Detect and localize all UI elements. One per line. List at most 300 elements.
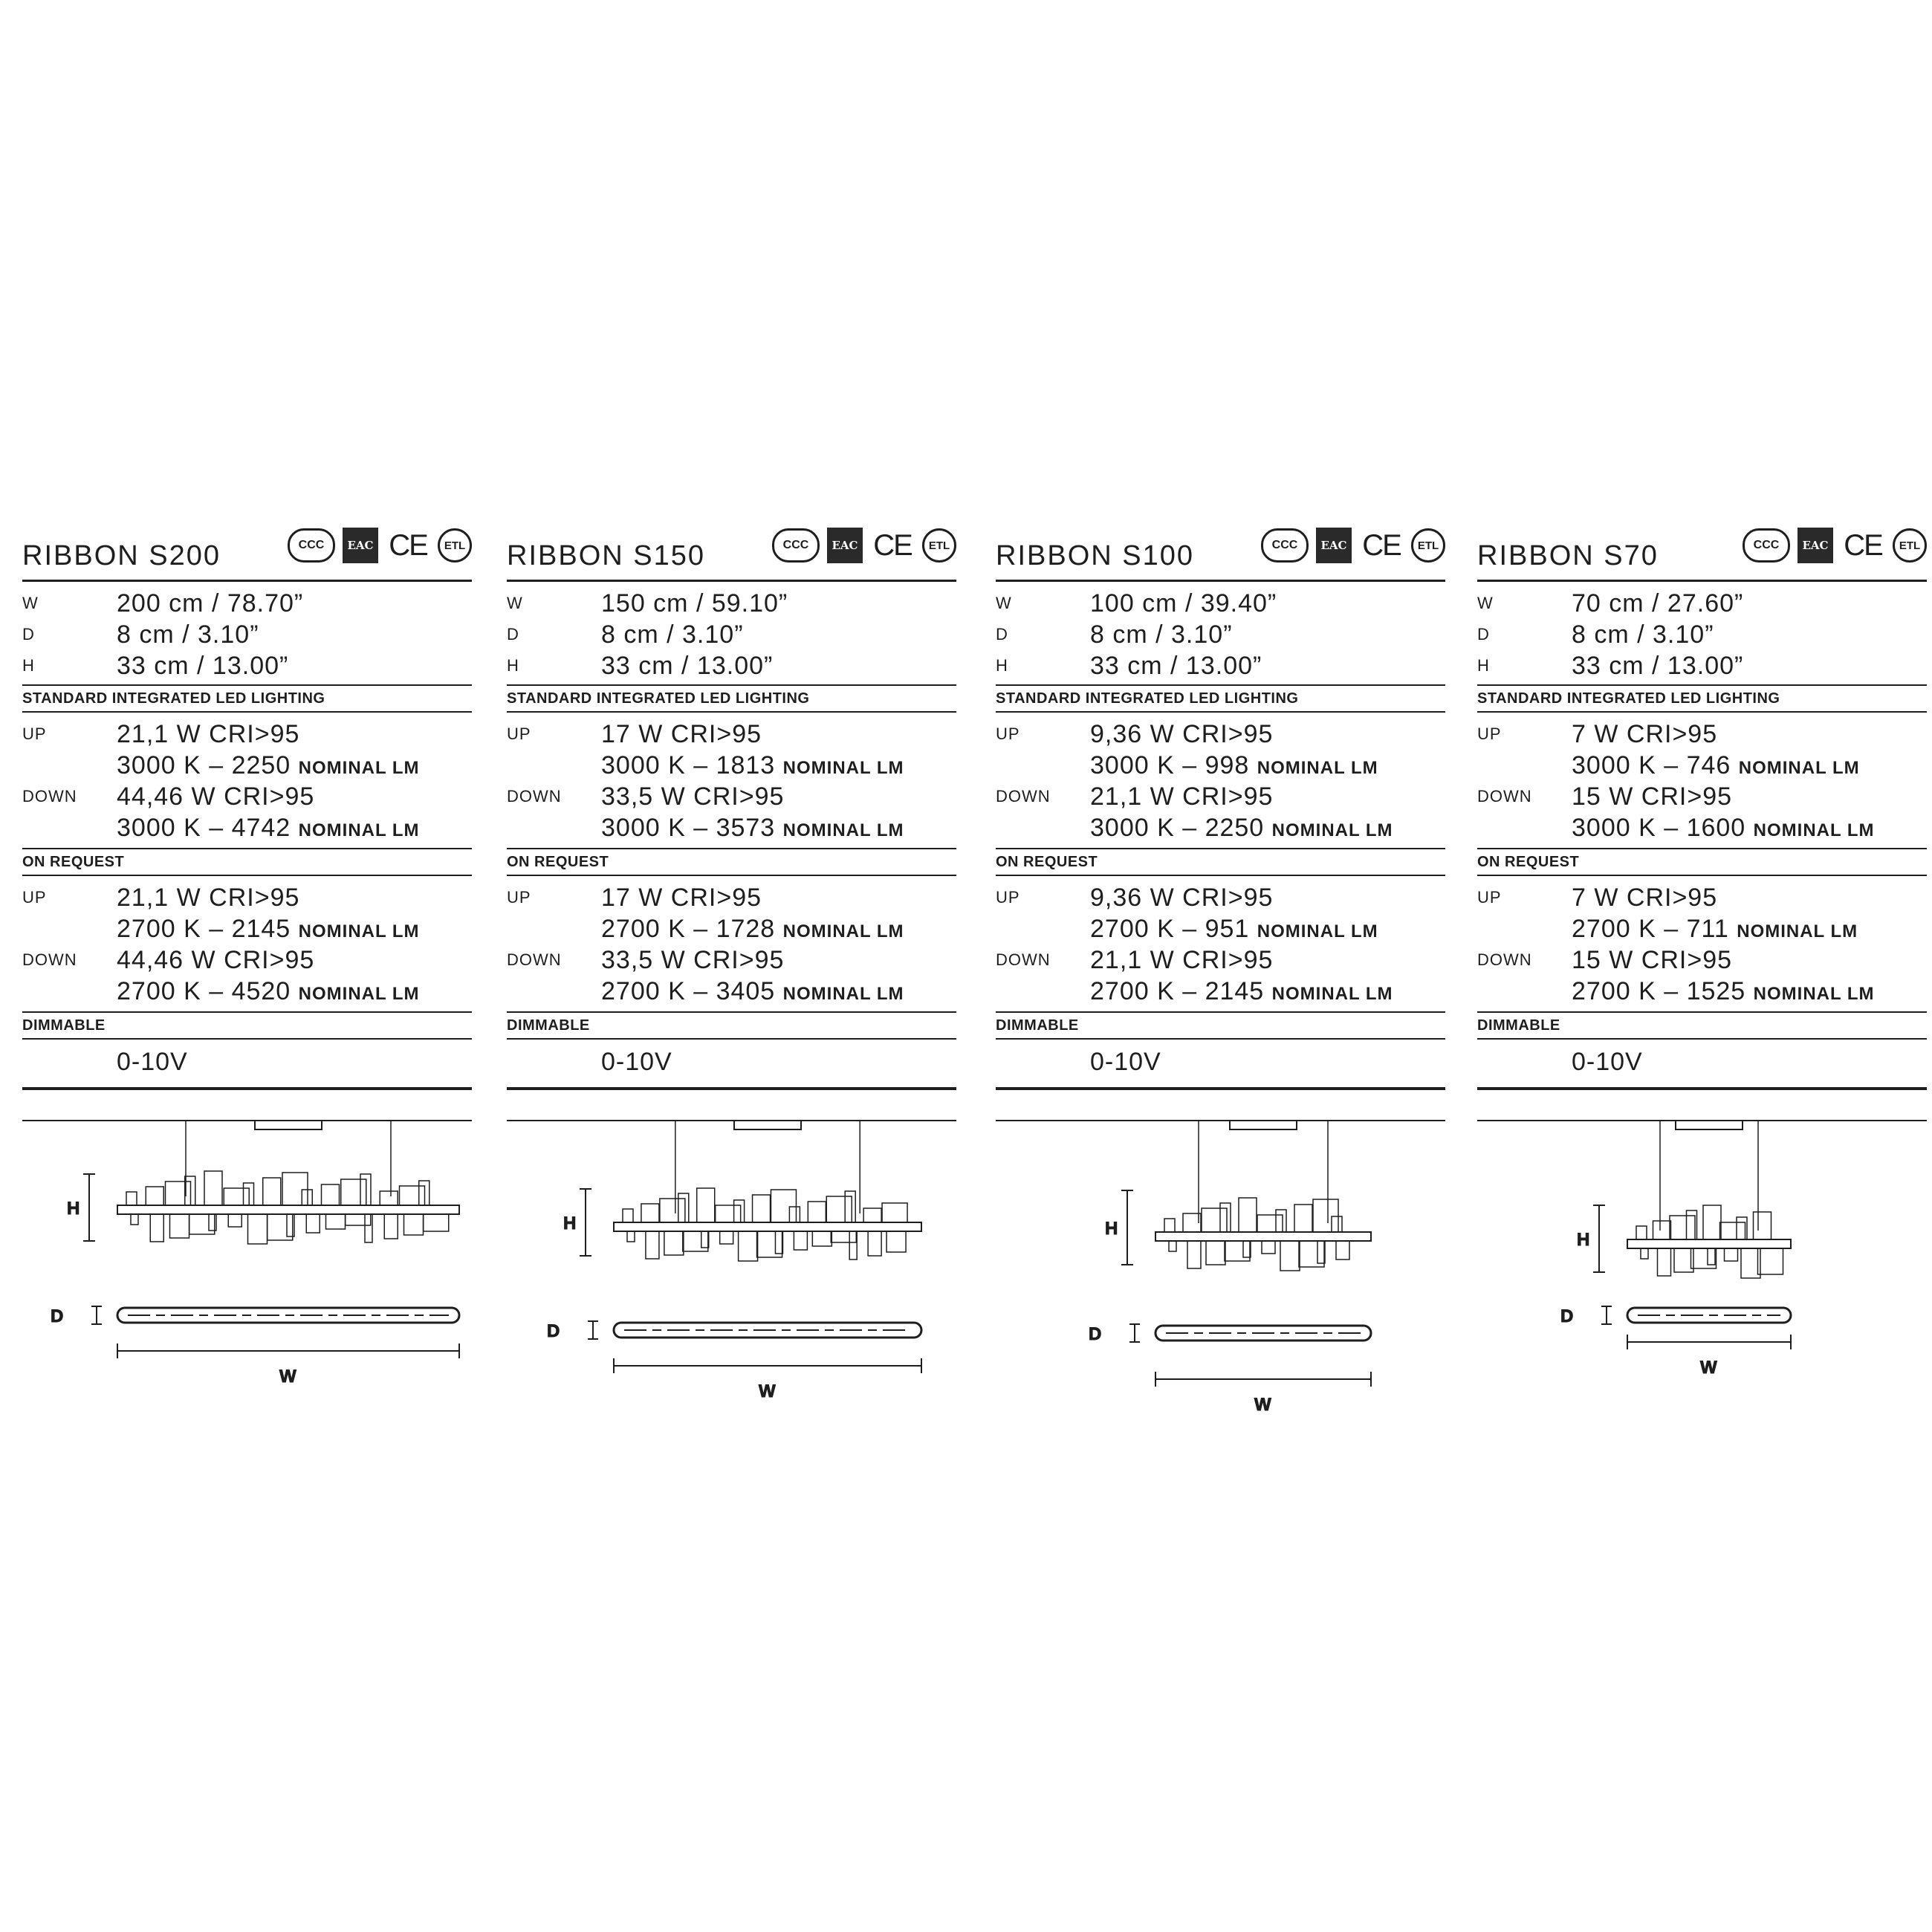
up-flux (1090, 751, 1378, 780)
request-up-flux-row (1477, 913, 1927, 944)
ribbon-element (1239, 1198, 1257, 1232)
up-power: 17 W CRI>95 (601, 719, 762, 748)
etl-mark-icon: ETL (1893, 528, 1927, 563)
down-label: DOWN (1477, 787, 1532, 805)
request-down-flux-row (507, 976, 956, 1007)
depth-value: 8 cm / 3.10” (1090, 620, 1233, 649)
width-value: 150 cm / 59.10” (601, 589, 788, 617)
up-flux-unit: NOMINAL LM (1257, 921, 1378, 941)
down-flux-value: 3000 K – 4742 (117, 813, 291, 842)
standard-lighting-heading: STANDARD INTEGRATED LED LIGHTING (996, 686, 1445, 713)
standard-down-row (1477, 781, 1927, 812)
dimmable-value: 0-10V (117, 1047, 188, 1076)
down-power: 33,5 W CRI>95 (601, 945, 785, 974)
standard-up-flux-row (1477, 750, 1927, 781)
width-value: 70 cm / 27.60” (1572, 589, 1744, 617)
standard-down-row (22, 781, 472, 812)
down-flux (117, 814, 420, 843)
depth-row (1477, 619, 1927, 650)
down-flux-value: 2700 K – 2145 (1090, 976, 1265, 1005)
down-flux (601, 977, 904, 1006)
down-flux-value: 2700 K – 1525 (1572, 976, 1746, 1005)
ribbon-element (346, 1214, 371, 1225)
down-flux-value: 2700 K – 3405 (601, 976, 776, 1005)
certification-marks (1743, 528, 1927, 563)
up-flux (117, 915, 420, 944)
on-request-block (996, 876, 1445, 1013)
eac-mark-icon: EAC (343, 528, 378, 563)
up-label: UP (1477, 888, 1502, 907)
standard-up-row (1477, 719, 1927, 750)
ribbon-element (1703, 1205, 1721, 1239)
product-title: RIBBON S100 (996, 540, 1194, 571)
request-down-flux-row (996, 976, 1445, 1007)
up-power: 7 W CRI>95 (1572, 883, 1718, 912)
down-power: 33,5 W CRI>95 (601, 782, 785, 811)
etl-mark-icon: ETL (922, 528, 956, 563)
canopy (734, 1121, 801, 1129)
ribbon-element (1262, 1241, 1275, 1254)
up-flux-value: 3000 K – 998 (1090, 751, 1250, 779)
up-label: UP (22, 724, 47, 743)
width-value: 100 cm / 39.40” (1090, 589, 1277, 617)
ribbon-element (1754, 1212, 1771, 1239)
eac-mark-icon: EAC (1798, 528, 1833, 563)
ribbon-element (424, 1214, 449, 1231)
ribbon-element (627, 1231, 635, 1242)
ribbon-element (697, 1188, 715, 1222)
down-flux-unit: NOMINAL LM (298, 983, 420, 1004)
up-flux-unit: NOMINAL LM (298, 757, 420, 778)
dimmable-value: 0-10V (601, 1047, 672, 1076)
width-dimension-label: W (1700, 1358, 1717, 1378)
width-dimension-label: W (759, 1381, 776, 1401)
ribbon-element (831, 1231, 856, 1242)
ribbon-element (1187, 1241, 1201, 1268)
depth-dimension-label: D (1089, 1324, 1102, 1344)
height-value: 33 cm / 13.00” (1572, 651, 1744, 680)
down-power: 15 W CRI>95 (1572, 945, 1733, 974)
ribbon-element (771, 1190, 796, 1222)
up-flux-value: 2700 K – 711 (1572, 914, 1729, 943)
etl-mark-icon: ETL (1411, 528, 1445, 563)
ribbon-element (204, 1171, 222, 1205)
certification-marks (772, 528, 956, 563)
down-label: DOWN (1477, 950, 1532, 969)
up-flux-unit: NOMINAL LM (782, 757, 904, 778)
certification-marks (288, 528, 472, 563)
ribbon-element (664, 1231, 684, 1255)
down-flux-unit: NOMINAL LM (782, 983, 904, 1004)
down-flux (1572, 814, 1875, 843)
down-power: 44,46 W CRI>95 (117, 945, 315, 974)
up-flux-value: 3000 K – 746 (1572, 751, 1731, 779)
standard-down-row (507, 781, 956, 812)
up-power: 21,1 W CRI>95 (117, 719, 300, 748)
canopy (255, 1121, 322, 1129)
up-flux (1572, 915, 1858, 944)
ce-mark-icon: CE (1362, 528, 1401, 562)
product-title: RIBBON S70 (1477, 540, 1659, 571)
up-flux-value: 3000 K – 1813 (601, 751, 776, 779)
product-header (996, 520, 1445, 582)
height-row (22, 650, 472, 681)
width-row (507, 588, 956, 619)
height-value: 33 cm / 13.00” (117, 651, 289, 680)
ce-mark-icon: CE (389, 528, 427, 562)
up-flux (1090, 915, 1378, 944)
ribbon-element (1202, 1208, 1227, 1232)
down-label: DOWN (996, 950, 1051, 969)
ribbon-element (882, 1203, 907, 1222)
up-flux-value: 2700 K – 951 (1090, 914, 1250, 943)
ribbon-element (720, 1231, 733, 1244)
height-dimension-label: H (1105, 1219, 1118, 1239)
ribbon-element (166, 1181, 191, 1205)
up-flux-value: 2700 K – 2145 (117, 914, 291, 943)
standard-up-row (507, 719, 956, 750)
dimmable-row (22, 1044, 472, 1080)
standard-up-row (22, 719, 472, 750)
depth-label: D (22, 625, 35, 644)
down-flux-value: 2700 K – 4520 (117, 976, 291, 1005)
on-request-heading: ON REQUEST (996, 849, 1445, 876)
width-label: W (22, 594, 39, 612)
depth-label: D (507, 625, 519, 644)
up-flux-unit: NOMINAL LM (1257, 757, 1378, 778)
depth-row (996, 619, 1445, 650)
product-header (507, 520, 956, 582)
standard-lighting-heading: STANDARD INTEGRATED LED LIGHTING (22, 686, 472, 713)
ribbon-element (753, 1195, 771, 1222)
on-request-heading: ON REQUEST (507, 849, 956, 876)
ribbon-element (863, 1208, 881, 1222)
on-request-block (22, 876, 472, 1013)
up-flux-unit: NOMINAL LM (782, 921, 904, 941)
dimmable-value: 0-10V (1572, 1047, 1643, 1076)
dimmable-heading: DIMMABLE (996, 1013, 1445, 1040)
product-header (1477, 520, 1927, 582)
up-label: UP (22, 888, 47, 907)
depth-label: D (996, 625, 1008, 644)
standard-down-row (996, 781, 1445, 812)
up-flux (601, 915, 904, 944)
ribbon-element (1658, 1248, 1671, 1276)
height-row (507, 650, 956, 681)
request-down-row (1477, 944, 1927, 976)
etl-mark-icon: ETL (438, 528, 472, 563)
product-column-4 (1477, 520, 1927, 1090)
dimmable-row (1477, 1044, 1927, 1080)
up-flux-value: 3000 K – 2250 (117, 751, 291, 779)
down-flux-unit: NOMINAL LM (1753, 983, 1875, 1004)
standard-up-flux-row (996, 750, 1445, 781)
depth-dimension-label: D (51, 1306, 64, 1326)
up-flux-value: 2700 K – 1728 (601, 914, 776, 943)
height-dimension-label: H (1577, 1230, 1590, 1250)
standard-lighting-block (1477, 713, 1927, 849)
ribbon-element (1641, 1248, 1648, 1259)
on-request-block (1477, 876, 1927, 1013)
ribbon-element (1294, 1205, 1312, 1232)
ribbon-element (1725, 1248, 1738, 1261)
on-request-heading: ON REQUEST (1477, 849, 1927, 876)
ribbon-element (150, 1214, 163, 1242)
depth-row (507, 619, 956, 650)
request-up-row (22, 882, 472, 913)
ccc-mark-icon: CCC (1743, 528, 1790, 563)
eac-mark-icon: EAC (1316, 528, 1352, 563)
down-power: 15 W CRI>95 (1572, 782, 1733, 811)
down-power: 21,1 W CRI>95 (1090, 945, 1274, 974)
width-value: 200 cm / 78.70” (117, 589, 304, 617)
ribbon-element (131, 1214, 138, 1225)
depth-dimension-label: D (547, 1321, 560, 1341)
dimensions-block (22, 582, 472, 686)
request-down-flux-row (1477, 976, 1927, 1007)
certification-marks (1261, 528, 1445, 563)
down-label: DOWN (22, 787, 77, 805)
ribbon-element (886, 1231, 906, 1252)
ribbon-element (1670, 1216, 1695, 1239)
ribbon-element (126, 1192, 137, 1205)
width-row (1477, 588, 1927, 619)
ribbon-element (1225, 1241, 1250, 1261)
ribbon-element (1758, 1248, 1783, 1274)
standard-down-flux-row (22, 812, 472, 843)
ribbon-element (716, 1205, 741, 1222)
down-power: 44,46 W CRI>95 (117, 782, 315, 811)
dimmable-heading: DIMMABLE (1477, 1013, 1927, 1040)
height-dimension-label: H (563, 1213, 577, 1234)
ribbon-element (1336, 1241, 1349, 1260)
depth-dimension-label: D (1560, 1306, 1574, 1326)
down-label: DOWN (507, 950, 562, 969)
depth-label: D (1477, 625, 1490, 644)
ribbon-element (326, 1214, 346, 1229)
standard-up-flux-row (507, 750, 956, 781)
ribbon-element (1720, 1222, 1745, 1239)
height-value: 33 cm / 13.00” (1090, 651, 1262, 680)
up-label: UP (1477, 724, 1502, 743)
up-label: UP (996, 724, 1020, 743)
ribbon-element (1257, 1215, 1283, 1232)
ribbon-element (228, 1214, 242, 1227)
dimmable-heading: DIMMABLE (507, 1013, 956, 1040)
request-down-row (22, 944, 472, 976)
depth-value: 8 cm / 3.10” (117, 620, 259, 649)
product-column-1 (22, 520, 472, 1090)
up-label: UP (507, 724, 531, 743)
request-up-flux-row (22, 913, 472, 944)
dimensions-block (1477, 582, 1927, 686)
standard-lighting-heading: STANDARD INTEGRATED LED LIGHTING (1477, 686, 1927, 713)
height-label: H (507, 656, 519, 675)
width-row (22, 588, 472, 619)
up-power: 21,1 W CRI>95 (117, 883, 300, 912)
height-label: H (1477, 656, 1490, 675)
product-title: RIBBON S200 (22, 540, 221, 571)
up-label: UP (996, 888, 1020, 907)
down-flux (601, 814, 904, 843)
down-label: DOWN (22, 950, 77, 969)
on-request-block (507, 876, 956, 1013)
ribbon-element (263, 1178, 281, 1205)
fixture-bar (1627, 1239, 1791, 1248)
product-header (22, 520, 472, 582)
technical-drawings (0, 1115, 1932, 1412)
ccc-mark-icon: CCC (1261, 528, 1309, 563)
fixture-bar (1155, 1232, 1371, 1241)
dimmable-block (22, 1040, 472, 1090)
request-down-row (996, 944, 1445, 976)
dimmable-heading: DIMMABLE (22, 1013, 472, 1040)
ribbon-element (380, 1191, 398, 1205)
product-title: RIBBON S150 (507, 540, 705, 571)
ribbon-element (794, 1231, 807, 1250)
ribbon-element (146, 1187, 163, 1205)
standard-down-flux-row (996, 812, 1445, 843)
ribbon-element (789, 1207, 800, 1222)
ribbon-element (1280, 1241, 1300, 1271)
product-column-2 (507, 520, 956, 1090)
standard-lighting-block (507, 713, 956, 849)
dimensions-block (996, 582, 1445, 686)
width-label: W (507, 594, 523, 612)
ribbon-element (400, 1186, 425, 1205)
width-label: W (1477, 594, 1494, 612)
drawing-4 (1477, 1121, 1927, 1378)
ce-mark-icon: CE (873, 528, 912, 562)
request-down-row (507, 944, 956, 976)
drawing-3 (996, 1121, 1445, 1412)
down-flux-unit: NOMINAL LM (1753, 820, 1875, 840)
width-label: W (996, 594, 1012, 612)
product-column-3 (996, 520, 1445, 1090)
up-flux (601, 751, 904, 780)
ribbon-element (170, 1214, 189, 1238)
ribbon-element (224, 1188, 249, 1205)
ribbon-element (1653, 1221, 1671, 1239)
ribbon-element (660, 1199, 685, 1222)
ribbon-element (646, 1231, 659, 1259)
depth-value: 8 cm / 3.10” (1572, 620, 1714, 649)
height-label: H (22, 656, 35, 675)
ribbon-element (678, 1193, 689, 1222)
height-row (1477, 650, 1927, 681)
standard-down-flux-row (507, 812, 956, 843)
down-label: DOWN (507, 787, 562, 805)
request-down-flux-row (22, 976, 472, 1007)
ribbon-element (1313, 1199, 1338, 1232)
fixture-bar (117, 1205, 459, 1214)
height-row (996, 650, 1445, 681)
ribbon-element (341, 1179, 366, 1205)
down-flux-value: 3000 K – 1600 (1572, 813, 1746, 842)
down-flux-unit: NOMINAL LM (1271, 820, 1393, 840)
fixture-bar (614, 1222, 921, 1231)
canopy (1230, 1121, 1297, 1129)
down-flux (1090, 814, 1393, 843)
dimmable-value: 0-10V (1090, 1047, 1161, 1076)
ce-mark-icon: CE (1844, 528, 1882, 562)
ribbon-element (282, 1173, 308, 1205)
ribbon-element (826, 1196, 852, 1222)
standard-lighting-block (22, 713, 472, 849)
up-power: 9,36 W CRI>95 (1090, 883, 1274, 912)
ribbon-element (404, 1214, 424, 1235)
down-label: DOWN (996, 787, 1051, 805)
depth-row (22, 619, 472, 650)
ribbon-element (1220, 1203, 1231, 1232)
dimmable-block (996, 1040, 1445, 1090)
ribbon-element (868, 1231, 881, 1256)
up-flux (1572, 751, 1860, 780)
width-dimension-label: W (1254, 1395, 1271, 1412)
down-flux-value: 3000 K – 2250 (1090, 813, 1265, 842)
request-up-flux-row (996, 913, 1445, 944)
down-flux-value: 3000 K – 3573 (601, 813, 776, 842)
ribbon-element (623, 1209, 633, 1222)
standard-lighting-heading: STANDARD INTEGRATED LED LIGHTING (507, 686, 956, 713)
ribbon-element (322, 1184, 340, 1205)
standard-lighting-block (996, 713, 1445, 849)
dimmable-row (507, 1044, 956, 1080)
eac-mark-icon: EAC (827, 528, 863, 563)
drawing-1 (22, 1121, 472, 1387)
up-flux-unit: NOMINAL LM (298, 921, 420, 941)
ccc-mark-icon: CCC (288, 528, 335, 563)
ribbon-element (812, 1231, 832, 1246)
dimmable-block (507, 1040, 956, 1090)
up-flux (117, 751, 420, 780)
request-up-row (507, 882, 956, 913)
ribbon-element (248, 1214, 268, 1244)
up-power: 7 W CRI>95 (1572, 719, 1718, 748)
ribbon-element (808, 1202, 826, 1222)
canopy (1676, 1121, 1743, 1129)
down-power: 21,1 W CRI>95 (1090, 782, 1274, 811)
down-flux-unit: NOMINAL LM (298, 820, 420, 840)
down-flux (1572, 977, 1875, 1006)
up-power: 9,36 W CRI>95 (1090, 719, 1274, 748)
ribbon-element (1332, 1216, 1342, 1232)
ribbon-element (1164, 1219, 1175, 1232)
on-request-heading: ON REQUEST (22, 849, 472, 876)
dimmable-row (996, 1044, 1445, 1080)
ribbon-element (306, 1214, 320, 1233)
ribbon-element (189, 1214, 215, 1234)
depth-value: 8 cm / 3.10” (601, 620, 744, 649)
down-flux-unit: NOMINAL LM (1271, 983, 1393, 1004)
ribbon-element (641, 1204, 659, 1222)
drawing-2 (507, 1121, 956, 1401)
height-label: H (996, 656, 1008, 675)
ribbon-element (1636, 1226, 1647, 1239)
height-dimension-label: H (67, 1199, 80, 1219)
ribbon-element (683, 1231, 708, 1251)
standard-up-flux-row (22, 750, 472, 781)
up-flux-unit: NOMINAL LM (1738, 757, 1860, 778)
ribbon-element (1206, 1241, 1225, 1265)
request-up-flux-row (507, 913, 956, 944)
down-flux (117, 977, 420, 1006)
standard-up-row (996, 719, 1445, 750)
width-dimension-label: W (279, 1367, 296, 1387)
up-flux-unit: NOMINAL LM (1737, 921, 1858, 941)
up-power: 17 W CRI>95 (601, 883, 762, 912)
dimensions-block (507, 582, 956, 686)
